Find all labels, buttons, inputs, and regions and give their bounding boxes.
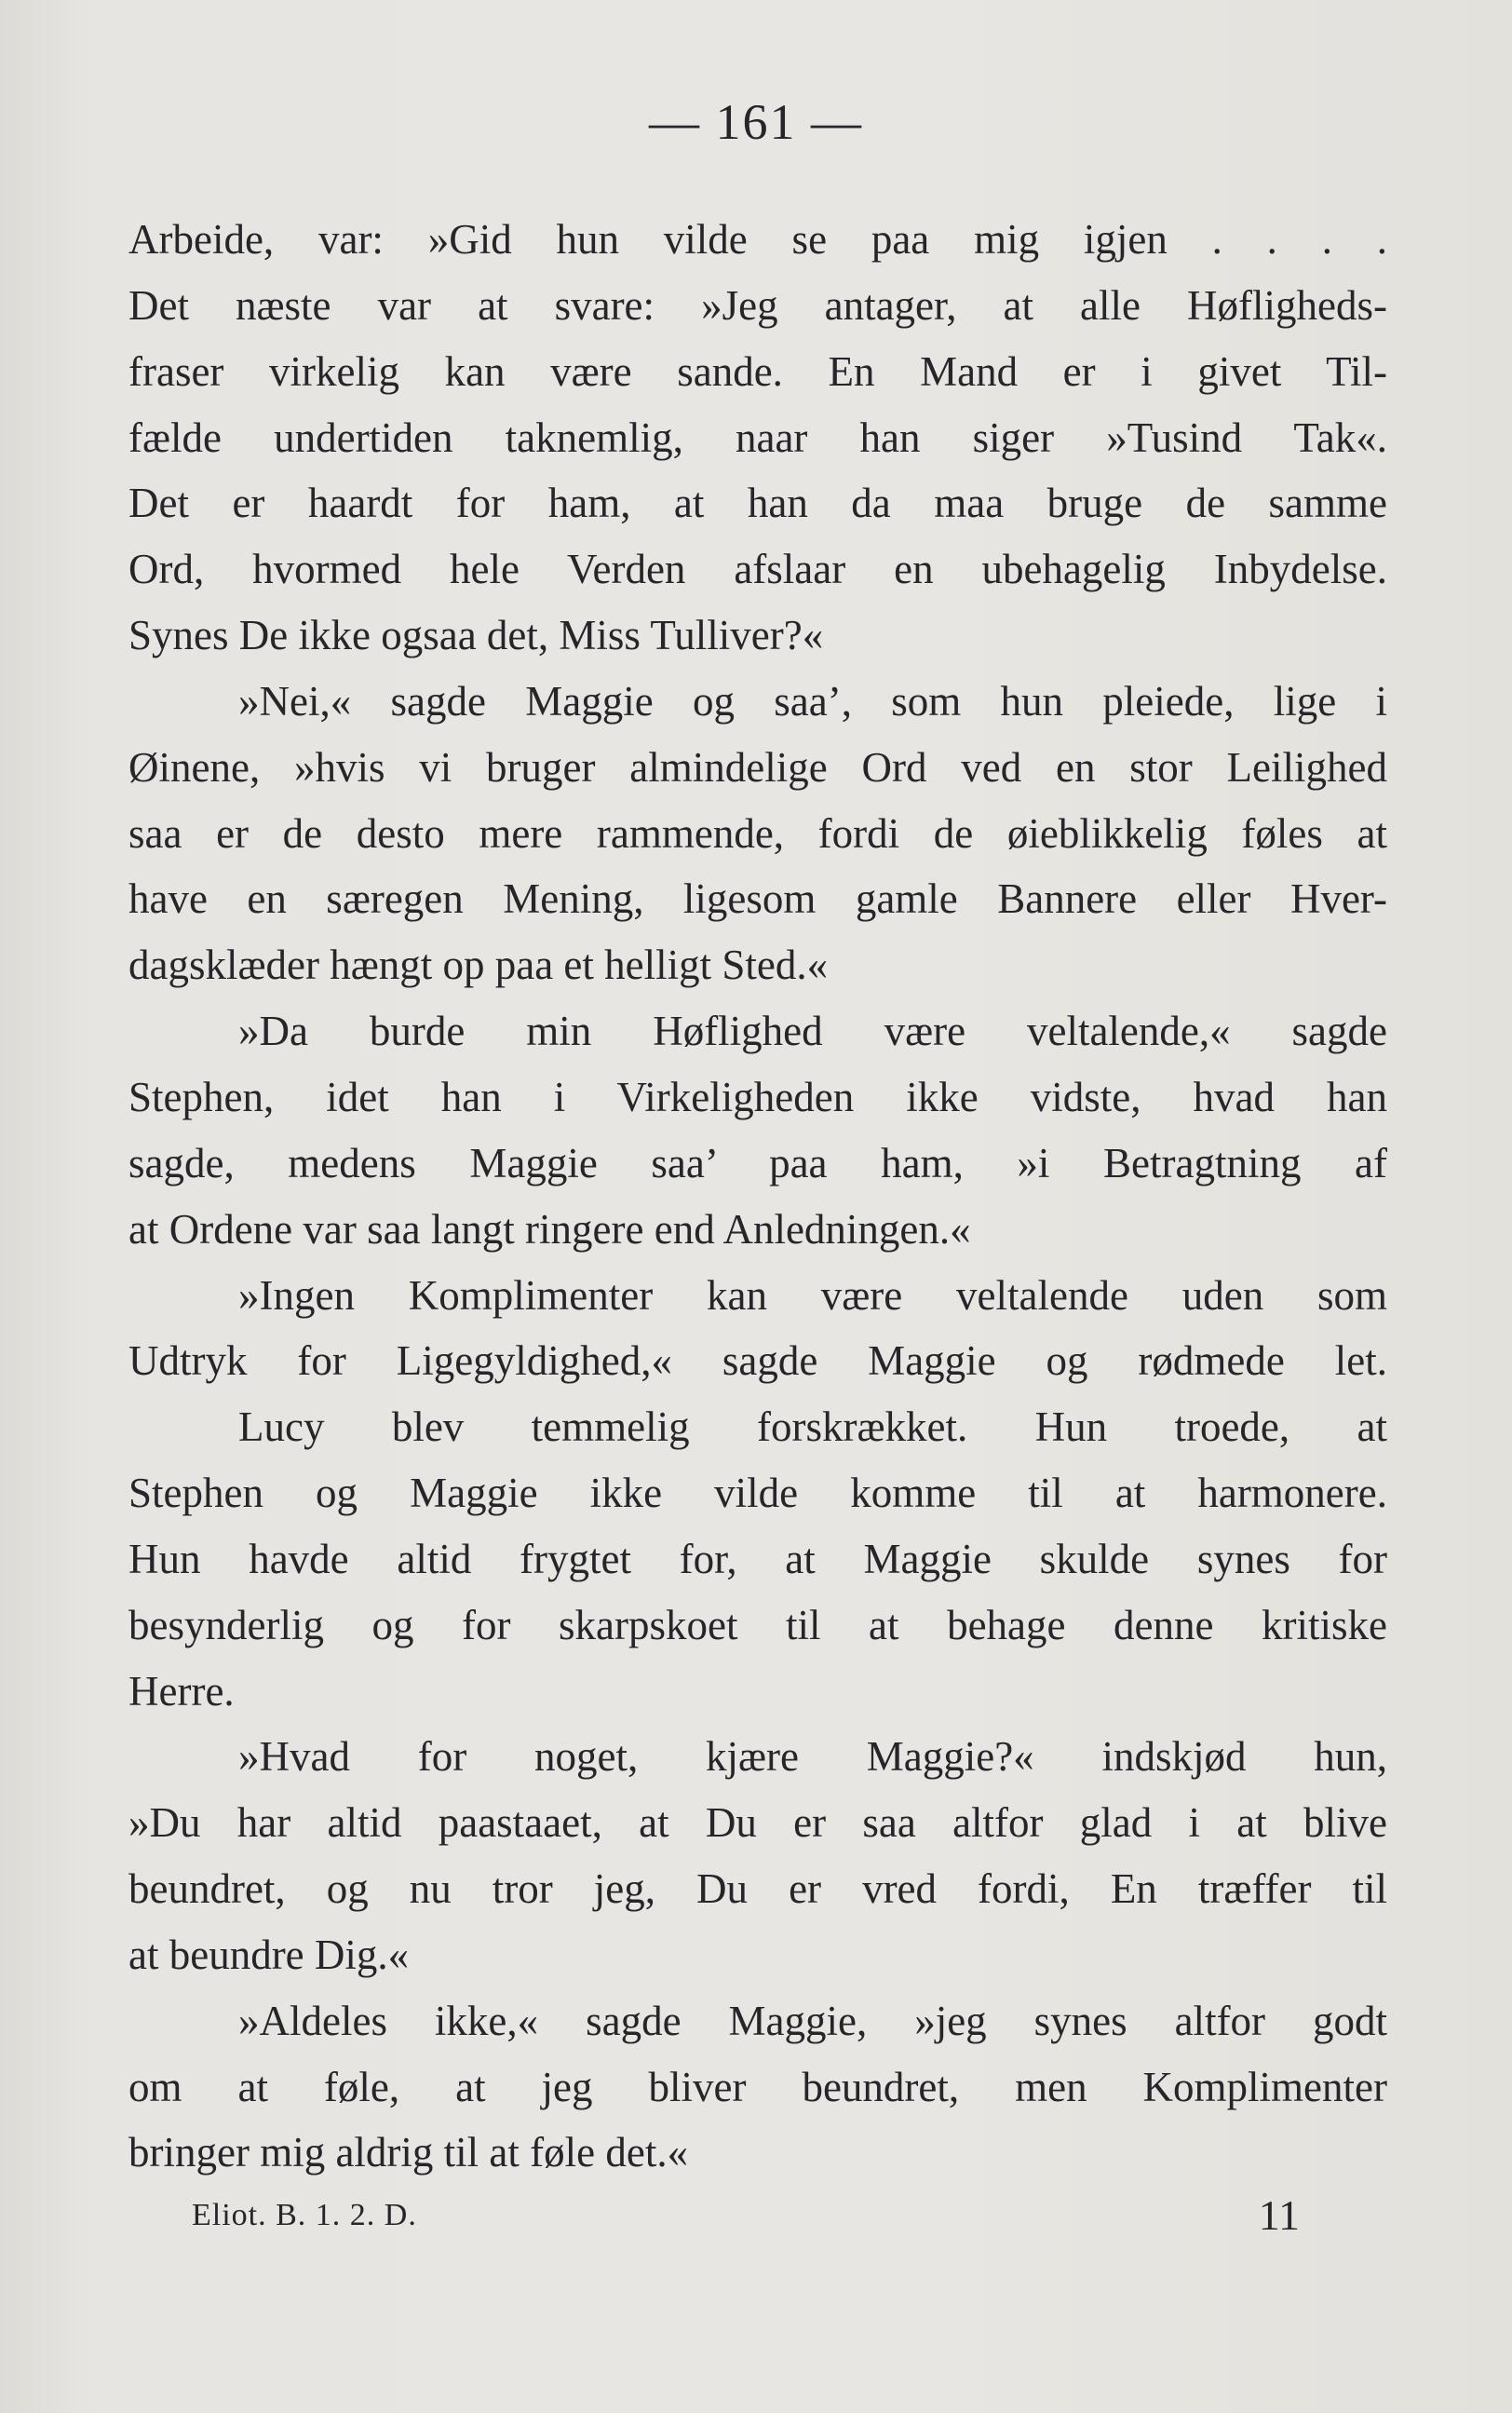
- page-number-header: — 161 —: [649, 94, 863, 150]
- text-line: Lucy blev temmelig forskrækket. Hun troede, at: [238, 1403, 1387, 1451]
- text-line: »Aldeles ikke,« sagde Maggie, »jeg synes altfor godt: [238, 1997, 1387, 2044]
- sheet-number: 11: [1258, 2191, 1300, 2239]
- text-line: at Ordene var saa langt ringere end Anledningen.«: [128, 1205, 971, 1253]
- text-line: Ord, hvormed hele Verden afslaar en ubehagelig Inbydelse.: [128, 546, 1387, 593]
- text-line: sagde, medens Maggie saa’ paa ham, »i Betragtning af: [128, 1139, 1387, 1186]
- text-line: »Da burde min Høflighed være veltalende,« sagde: [238, 1008, 1387, 1055]
- body-text: [128, 207, 1387, 2186]
- text-line: Det næste var at svare: »Jeg antager, at alle Høfligheds-: [128, 281, 1387, 329]
- text-line: fælde undertiden taknemlig, naar han siger »Tusind Tak«.: [128, 413, 1387, 461]
- text-line: Arbeide, var: »Gid hun vilde se paa mig igjen . . . .: [128, 216, 1387, 263]
- text-line: dagsklæder hængt op paa et helligt Sted.«: [128, 942, 829, 989]
- text-line: bringer mig aldrig til at føle det.«: [128, 2129, 689, 2176]
- text-line: om at føle, at jeg bliver beundret, men Komplimenter: [128, 2063, 1387, 2110]
- text-line: Stephen og Maggie ikke vilde komme til at harmonere.: [128, 1470, 1387, 1517]
- text-line: »Nei,« sagde Maggie og saa’, som hun pleiede, lige i: [238, 677, 1387, 725]
- text-line: Herre.: [128, 1667, 235, 1715]
- text-line: besynderlig og for skarpskoet til at behage denne kritiske: [128, 1601, 1387, 1648]
- text-line: »Du har altid paastaaet, at Du er saa altfor glad i at blive: [128, 1799, 1387, 1847]
- text-line: Hun havde altid frygtet for, at Maggie skulde synes for: [128, 1535, 1387, 1582]
- text-line: fraser virkelig kan være sande. En Mand er i givet Til-: [128, 347, 1387, 395]
- text-line: Det er haardt for ham, at han da maa bruge de samme: [128, 480, 1387, 527]
- text-line: Øinene, »hvis vi bruger almindelige Ord ved en stor Leilighed: [128, 743, 1387, 791]
- text-line: »Hvad for noget, kjære Maggie?« indskjød hun,: [238, 1733, 1387, 1781]
- text-line: beundret, og nu tror jeg, Du er vred fordi, En træffer til: [128, 1865, 1387, 1913]
- text-line: Udtryk for Ligegyldighed,« sagde Maggie og rødmede let.: [128, 1337, 1387, 1385]
- text-line: saa er de desto mere rammende, fordi de øieblikkelig føles at: [128, 809, 1387, 857]
- text-line: Stephen, idet han i Virkeligheden ikke vidste, hvad han: [128, 1073, 1387, 1120]
- text-line: at beundre Dig.«: [128, 1931, 410, 1978]
- text-line: »Ingen Komplimenter kan være veltalende uden som: [238, 1271, 1387, 1319]
- printer-signature: Eliot. B. 1. 2. D.: [192, 2198, 417, 2232]
- text-line: Synes De ikke ogsaa det, Miss Tulliver?«: [128, 612, 824, 659]
- text-line: have en særegen Mening, ligesom gamle Bannere eller Hver-: [128, 875, 1387, 923]
